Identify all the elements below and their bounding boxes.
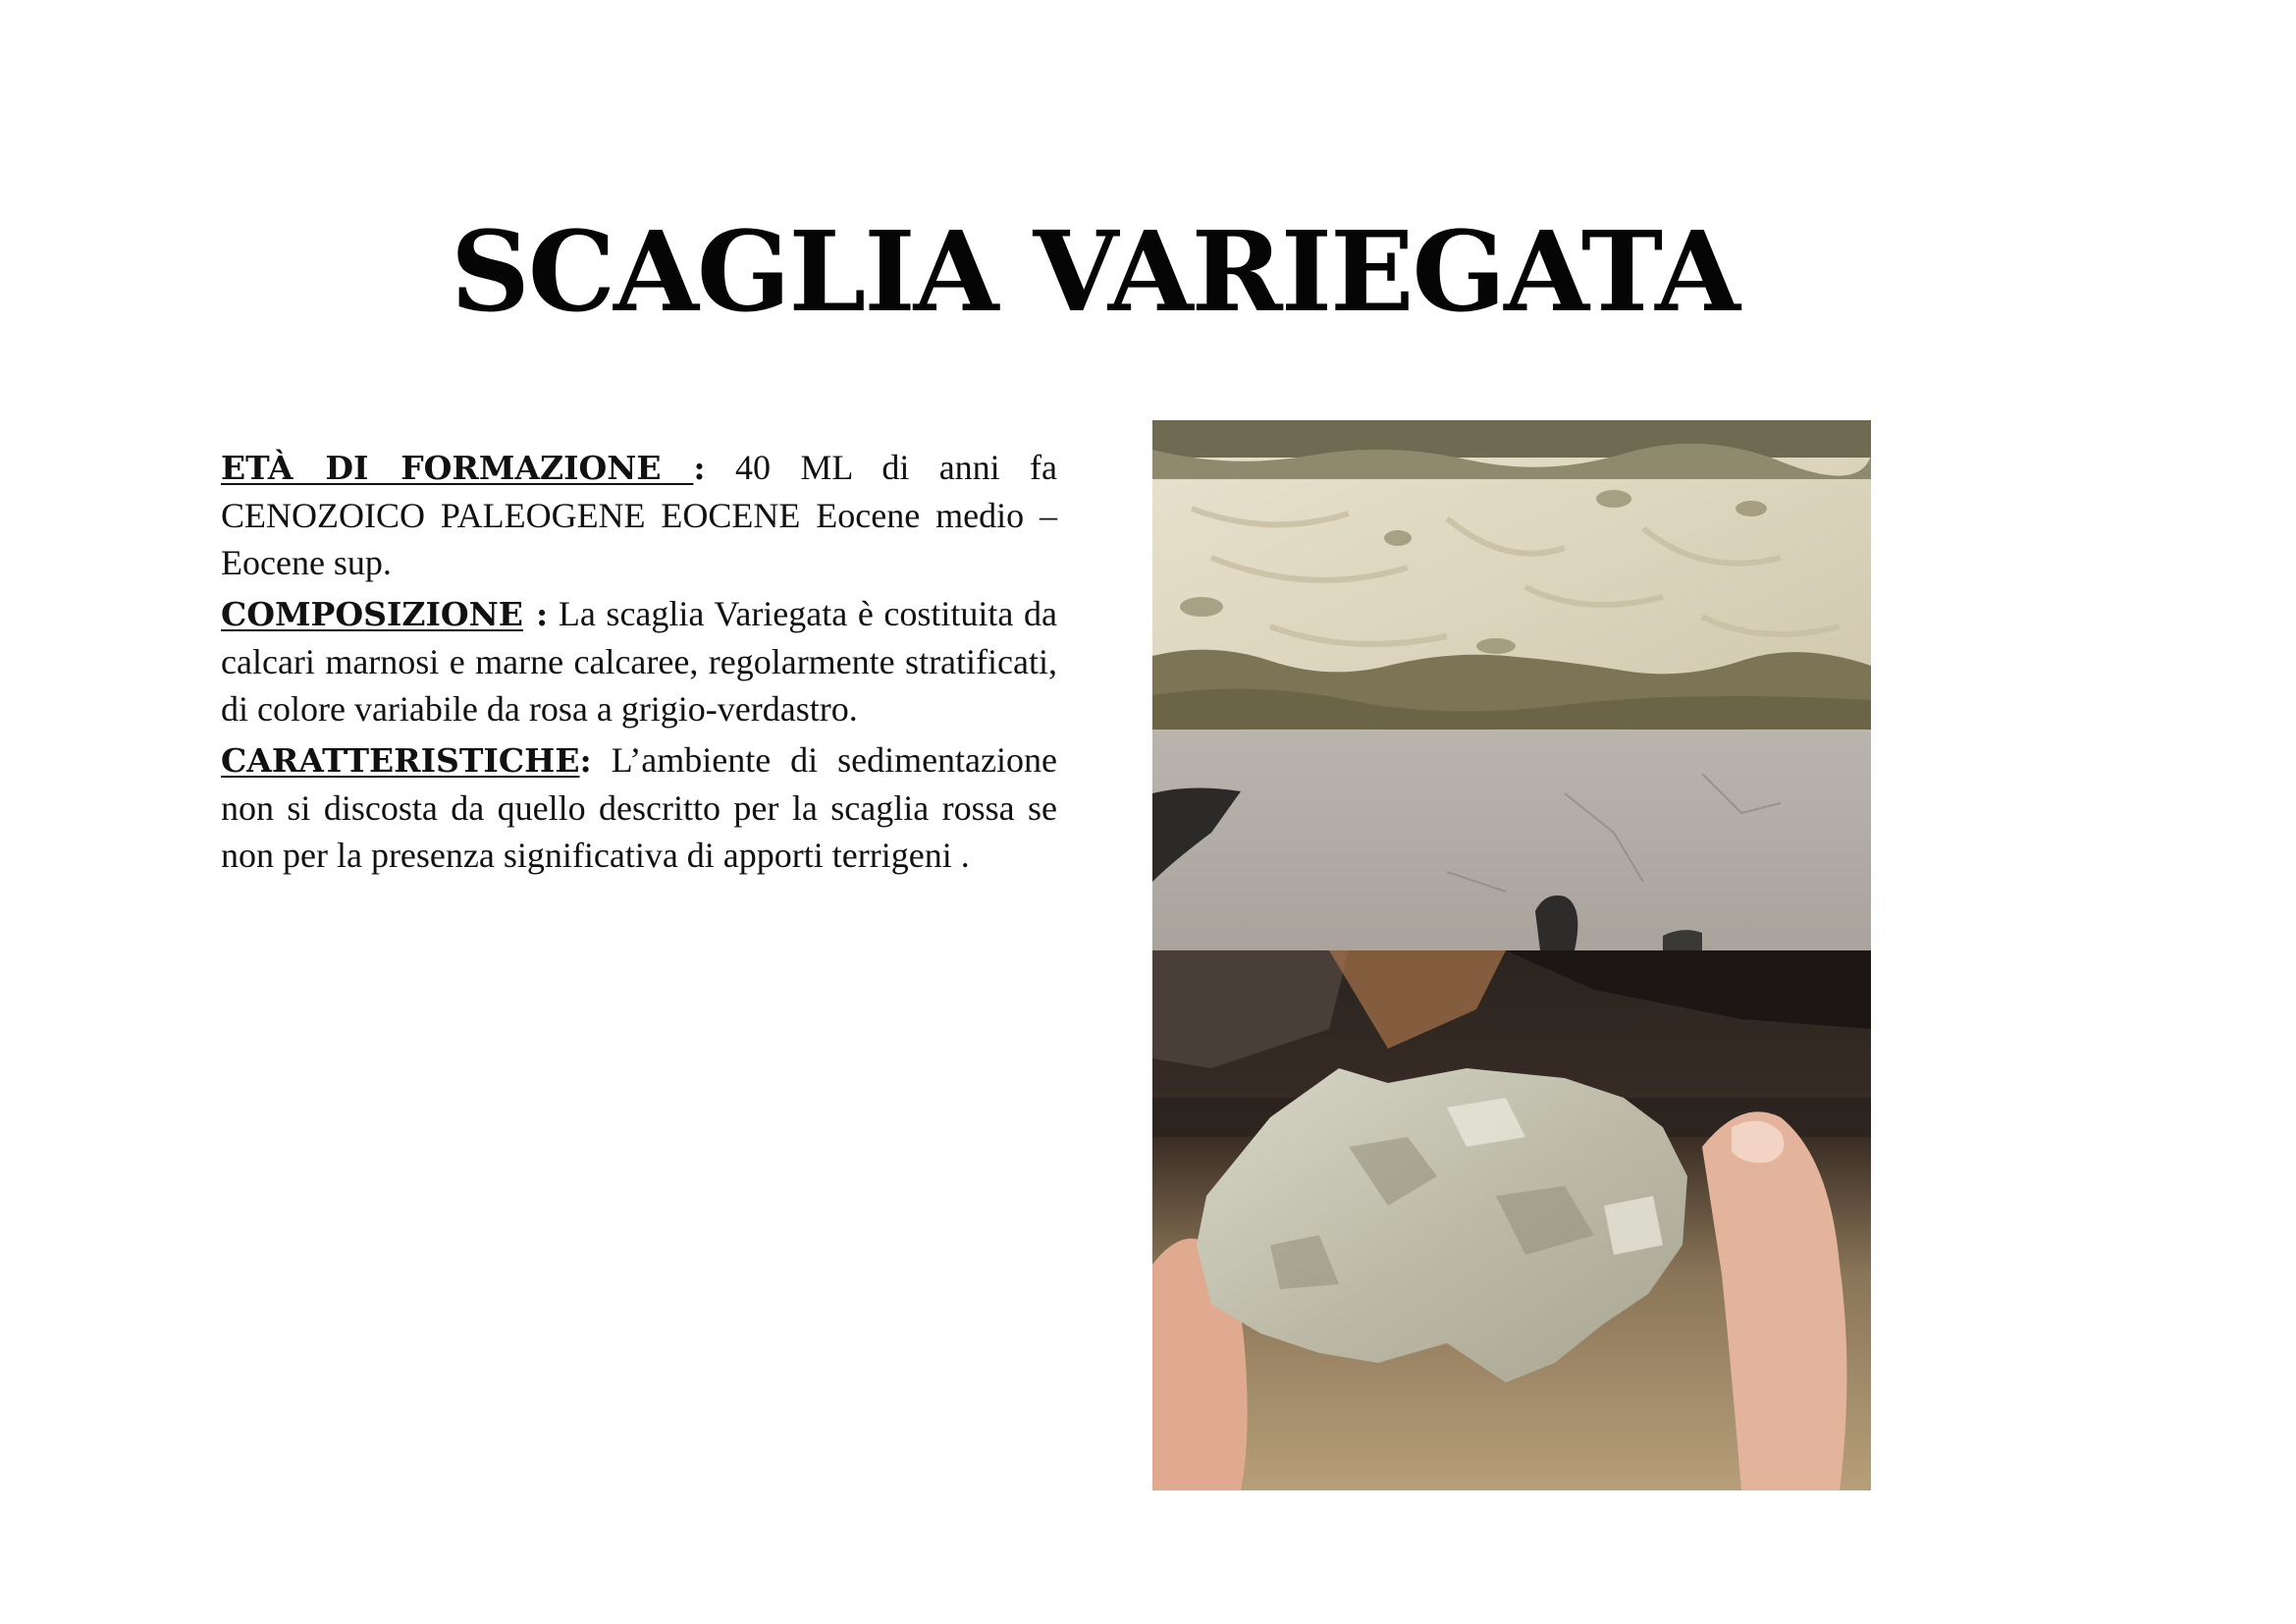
composition-label: COMPOSIZIONE	[221, 595, 523, 633]
characteristics-label: CARATTERISTICHE	[221, 741, 580, 780]
age-paragraph	[221, 444, 1057, 586]
characteristics-text: L’ambiente di sedimentazione non si discosta da quello descritto per la scaglia rossa se non per la presenza significativa di apporti terrigeni .	[221, 740, 1057, 875]
characteristics-separator: :	[579, 741, 592, 780]
age-separator: :	[693, 449, 706, 487]
page-title: SCAGLIA VARIEGATA	[450, 208, 1739, 337]
rock-sample-photo	[1152, 950, 1871, 1490]
age-label: ETÀ DI FORMAZIONE	[221, 449, 694, 487]
description-text	[221, 444, 1057, 879]
composition-separator: :	[522, 595, 549, 633]
characteristics-paragraph	[221, 736, 1057, 879]
composition-text: La scaglia Variegata è costituita da calcari marnosi e marne calcaree, regolarmente stratificati, di colore variabile da rosa a grigio-verdastro.	[221, 594, 1057, 729]
age-text: 40 ML di anni fa CENOZOICO PALEOGENE EOCENE Eocene medio – Eocene sup.	[221, 448, 1057, 582]
outcrop-photo	[1152, 420, 1871, 950]
composition-paragraph	[221, 590, 1057, 732]
